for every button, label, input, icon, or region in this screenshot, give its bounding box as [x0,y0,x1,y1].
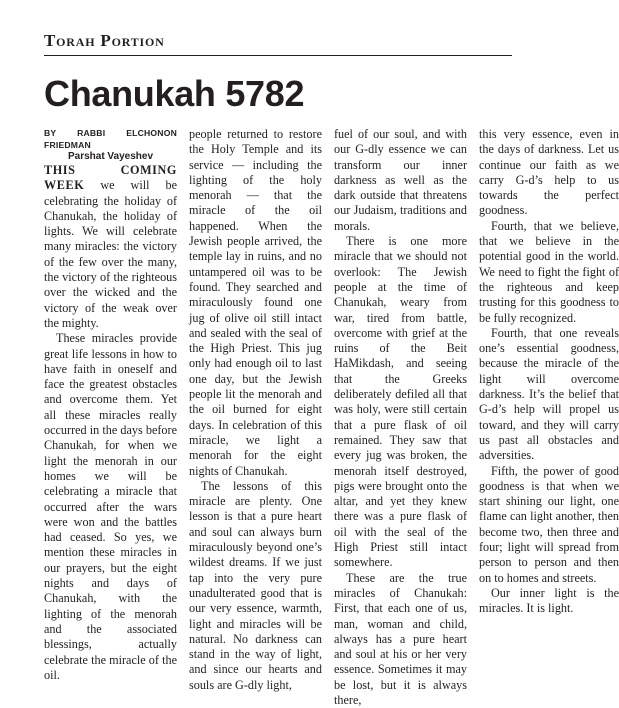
article-column-3 [334,127,467,707]
parsha-name: Parshat Vayeshev [67,151,154,162]
paragraph-text: we will be celebrating the holiday of Chanukah, the holiday of lights. We will celebrate many miracles: the victory of the few over the many, the victory of the righteous over the wicked and the victory of the weak over the mighty. [44,178,177,330]
article-headline: Chanukah 5782 [44,73,305,114]
paragraph: These miracles provide great life lessons in how to have faith in oneself and face the greatest obstacles and overcome them. Yet all these miracles really occurred in the days before Chanukah, for when we light the menorah in our homes we will be celebrating a miracle that occurred after the wars were won and the battles had ceased. So yes, we mention these miracles in our prayers, but the eight nights and days of Chanukah, with the lighting of the menorah and the associated blessings, actually celebrate the miracle of the oil. [44,331,177,682]
article-column-2 [189,127,322,692]
paragraph: These are the true miracles of Chanukah: First, that each one of us, man, woman and child, always has a pure heart and soul at his or her very essence. Sometimes it may be lost, but it is always there, [334,570,467,707]
paragraph: Fourth, that we believe, that we believe in the potential good in the world. We need to fight the fight of the righteous and keep trusting for this goodness to be fully recognized. [479,218,619,325]
paragraph: There is one more miracle that we should not overlook: The Jewish people at the time of Chanukah, weary from war, tired from battle, overcome with grief at the ruins of the Beit HaMikdash, and seeing that the Greeks deliberately defiled all that was holy, were still certain that a pure flask of oil remained. They saw that every jug was broken, the menorah itself destroyed, pigs were brought onto the altar, and yet they knew there was a pure flask of oil with the seal of the High Priest still intact somewhere. [334,234,467,570]
paragraph: Fifth, the power of good goodness is that when we start shining our light, one flame can light another, then become two, then three and four; light will spread from person to person and then on to homes and streets. [479,463,619,585]
paragraph: Our inner light is the miracles. It is light. [479,585,619,616]
paragraph: people returned to restore the Holy Temple and its service — including the lighting of the holy menorah — that the miracle of the oil happened. When the Jewish people arrived, the temple lay in ruins, and no untampered oil was to be found. They searched and miraculously found one jug of olive oil still intact and sealed with the seal of the High Priest. This jug only had enough oil to last one day, but the Jewish people lit the menorah and the oil burned for eight days. In celebration of this miracle, we light a menorah for the eight nights of Chanukah. [189,127,322,478]
paragraph [44,163,177,331]
paragraph: this very essence, even in the days of darkness. Let us continue our faith as we carry G-d’s help to us towards the perfect goodness. [479,127,619,218]
article-column-4 [479,127,619,616]
paragraph: Fourth, that one reveals one’s essential goodness, because the miracle of the light will overcome darkness. It’s the belief that G-d’s help will propel us toward, and they will carry us past all obstacles and adversities. [479,325,619,463]
section-title: Torah Portion [44,31,165,50]
paragraph: The lessons of this miracle are plenty. One lesson is that a pure heart and soul can always burn miraculously beyond one’s wildest dreams. If we just tap into the very pure unadulterated good that is our very essence, warmth, light and miracles will be natural. No darkness can stand in the way of light, and since our hearts and souls are G-dly light, [189,478,322,692]
section-header [44,31,512,56]
byline: BY RABBI ELCHONON FRIEDMAN [44,128,177,150]
lead-in: THIS COMING WEEK [44,163,177,193]
paragraph: fuel of our soul, and with our G-dly essence we can transform our inner darkness as well as the dark outside that threatens our Judaism, traditions and morals. [334,127,467,233]
article-column-1 [44,127,177,682]
